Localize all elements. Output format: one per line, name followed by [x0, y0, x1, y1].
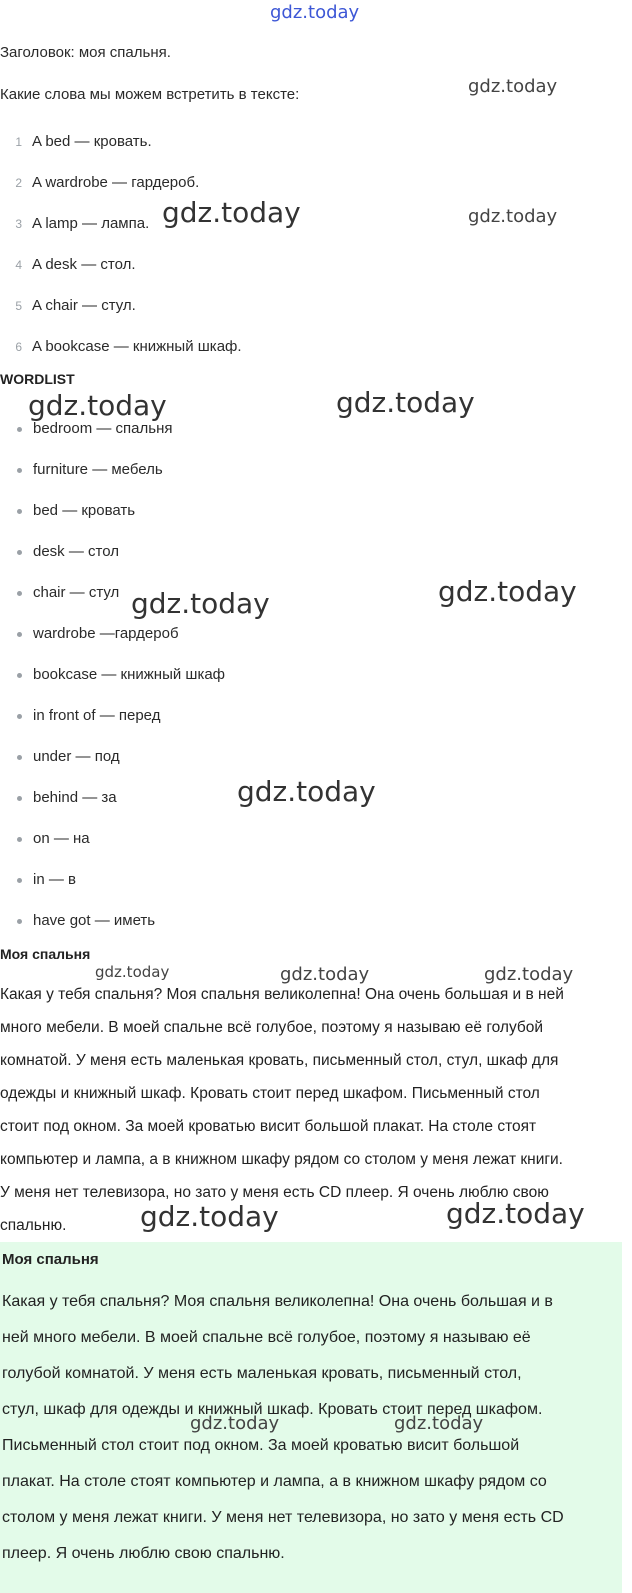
list-text: desk — стол: [33, 543, 119, 560]
list-item: [0, 666, 225, 683]
watermark: gdz.today: [28, 389, 167, 422]
paragraph-line: плакат. На столе стоят компьютер и лампа, а в книжном шкафу рядом со: [2, 1473, 547, 1490]
list-text: A desk — стол.: [32, 256, 136, 273]
bullet-icon: [17, 714, 22, 719]
paragraph-line: У меня нет телевизора, но зато у меня есть CD плеер. Я очень люблю свою: [0, 1184, 549, 1201]
watermark: gdz.today: [336, 386, 475, 419]
list-text: wardrobe —гардероб: [33, 625, 179, 642]
watermark: gdz.today: [140, 1200, 279, 1233]
bullet-icon: [17, 919, 22, 924]
question-line: Какие слова мы можем встретить в тексте:: [0, 86, 300, 103]
list-text: on — на: [33, 830, 90, 847]
watermark: gdz.today: [280, 964, 370, 985]
list-number: 6: [15, 340, 22, 354]
bullet-icon: [17, 550, 22, 555]
paragraph-line: плеер. Я очень люблю свою спальню.: [2, 1545, 285, 1562]
watermark: gdz.today: [237, 775, 376, 808]
list-item: [0, 174, 199, 191]
list-text: bookcase — книжный шкаф: [33, 666, 226, 683]
list-item: [0, 584, 119, 601]
list-text: bed — кровать: [33, 502, 136, 519]
list-item: [0, 789, 117, 806]
list-item: [0, 338, 242, 355]
list-item: [0, 707, 160, 724]
paragraph-line: голубой комнатой. У меня есть маленькая кровать, письменный стол,: [2, 1365, 522, 1382]
header-line: Заголовок: моя спальня.: [0, 44, 171, 61]
watermark: gdz.today: [468, 206, 558, 227]
list-item: [0, 297, 136, 314]
paragraph-line: спальню.: [0, 1217, 67, 1234]
list-text: behind — за: [33, 789, 117, 806]
paragraph-line: одежды и книжный шкаф. Кровать стоит перед шкафом. Письменный стол: [0, 1085, 540, 1102]
list-item: [0, 215, 149, 232]
paragraph-line: много мебели. В моей спальне всё голубое, поэтому я называю её голубой: [0, 1019, 544, 1036]
bullet-icon: [17, 755, 22, 760]
list-text: furniture — мебель: [33, 461, 163, 478]
list-number: 3: [15, 217, 22, 231]
list-item: [0, 543, 119, 560]
watermark: gdz.today: [131, 587, 270, 620]
bullet-icon: [17, 509, 22, 514]
list-text: A chair — стул.: [32, 297, 136, 314]
bullet-icon: [17, 837, 22, 842]
bullet-icon: [17, 673, 22, 678]
list-item: [0, 502, 135, 519]
list-item: [0, 256, 136, 273]
watermark: gdz.today: [162, 196, 301, 229]
section-title: Моя спальня: [0, 946, 91, 962]
wordlist-heading: WORDLIST: [0, 371, 75, 387]
paragraph-line: Какая у тебя спальня? Моя спальня великолепна! Она очень большая и в: [2, 1293, 553, 1310]
watermark: gdz.today: [484, 964, 574, 985]
section-title: Моя спальня: [2, 1251, 99, 1268]
list-item: [0, 420, 172, 437]
paragraph-line: комнатой. У меня есть маленькая кровать, письменный стол, стул, шкаф для: [0, 1052, 559, 1069]
list-item: [0, 912, 155, 929]
list-text: under — под: [33, 748, 120, 765]
list-text: bedroom — спальня: [33, 420, 173, 437]
paragraph-line: Письменный стол стоит под окном. За моей кроватью висит большой: [2, 1437, 520, 1454]
list-number: 4: [15, 258, 22, 272]
list-item: [0, 748, 120, 765]
list-text: have got — иметь: [33, 912, 156, 929]
list-item: [0, 461, 163, 478]
bullet-icon: [17, 878, 22, 883]
list-text: A bed — кровать.: [32, 133, 152, 150]
paragraph-line: столом у меня лежат книги. У меня нет телевизора, но зато у меня есть CD: [2, 1509, 564, 1526]
bullet-icon: [17, 468, 22, 473]
bullet-icon: [17, 427, 22, 432]
list-text: chair — стул: [33, 584, 120, 601]
list-text: in — в: [33, 871, 76, 888]
watermark: gdz.today: [468, 76, 558, 97]
list-text: A lamp — лампа.: [32, 215, 150, 232]
top-watermark: gdz.today: [270, 2, 360, 23]
watermark: gdz.today: [438, 575, 577, 608]
bullet-icon: [17, 591, 22, 596]
paragraph-line: компьютер и лампа, а в книжном шкафу рядом со столом у меня лежат книги.: [0, 1151, 563, 1168]
paragraph-line: ней много мебели. В моей спальне всё голубое, поэтому я называю её: [2, 1329, 531, 1346]
list-number: 1: [15, 135, 22, 149]
list-item: [0, 133, 152, 150]
paragraph-line: Какая у тебя спальня? Моя спальня великолепна! Она очень большая и в ней: [0, 986, 564, 1003]
list-item: [0, 871, 76, 888]
bullet-icon: [17, 632, 22, 637]
watermark: gdz.today: [394, 1413, 484, 1434]
translation-box: [0, 1242, 622, 1593]
list-item: [0, 625, 179, 642]
watermark: gdz.today: [190, 1413, 280, 1434]
list-text: in front of — перед: [33, 707, 161, 724]
watermark: gdz.today: [95, 963, 170, 981]
list-number: 5: [15, 299, 22, 313]
paragraph-line: стоит под окном. За моей кроватью висит большой плакат. На столе стоят: [0, 1118, 537, 1135]
watermark: gdz.today: [446, 1197, 585, 1230]
list-number: 2: [15, 176, 22, 190]
list-item: [0, 830, 90, 847]
paragraph-line: стул, шкаф для одежды и книжный шкаф. Кровать стоит перед шкафом.: [2, 1401, 543, 1418]
list-text: A bookcase — книжный шкаф.: [32, 338, 242, 355]
list-text: A wardrobe — гардероб.: [32, 174, 200, 191]
bullet-icon: [17, 796, 22, 801]
